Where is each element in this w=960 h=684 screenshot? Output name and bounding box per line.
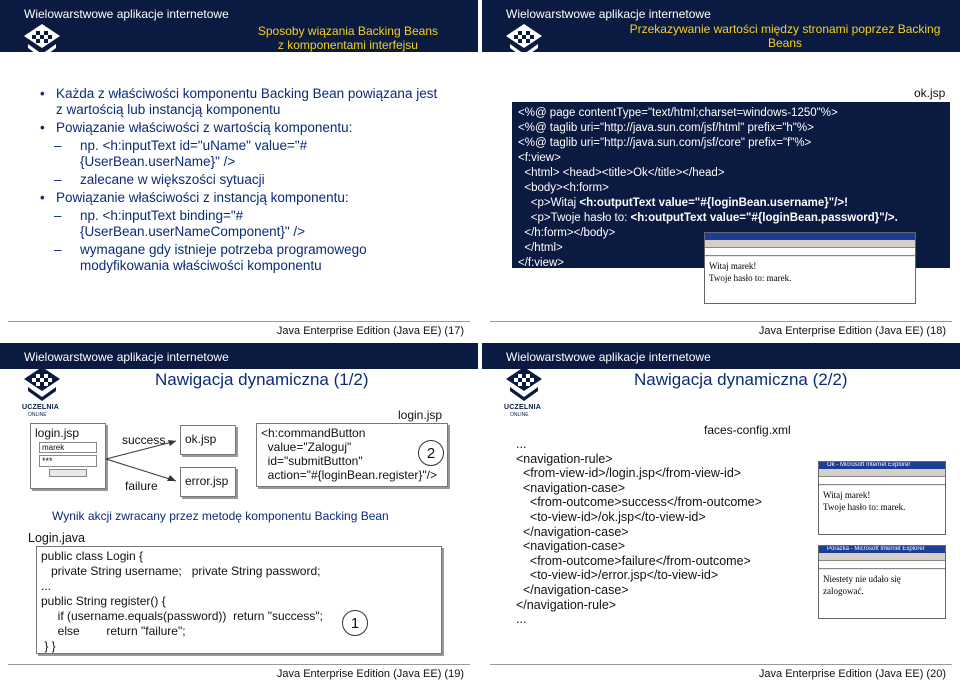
- code-line: ...: [516, 612, 527, 627]
- slide-title-line2: z komponentami interfejsu: [277, 38, 418, 52]
- browser-menu: [819, 469, 945, 477]
- login-submit-button: [49, 469, 87, 477]
- browser-body: [819, 570, 945, 618]
- code-line: ...: [516, 437, 527, 451]
- ok-browser-screenshot: [818, 461, 946, 535]
- app-name: Wielowarstwowe aplikacje internetowe: [506, 350, 711, 364]
- code-line: </f:view>: [518, 257, 565, 269]
- slide-footer: Java Enterprise Edition (Java EE) (18): [758, 325, 946, 337]
- code-line: </h:form></body>: [518, 227, 616, 239]
- uczelnia-logo-icon: [504, 22, 544, 74]
- login-page-box: [30, 423, 106, 489]
- bullet-item: – wymagane gdy istnieje potrzeba programowego modyfikowania właściwości komponentu: [54, 242, 440, 274]
- code-line: <to-view-id>/ok.jsp</to-view-id>: [516, 509, 706, 524]
- browser-menu: [705, 240, 915, 248]
- slide-17: [0, 0, 478, 340]
- slide-20: [482, 343, 960, 683]
- code-line: <to-view-id>/error.jsp</to-view-id>: [516, 568, 719, 583]
- browser-line1: Witaj marek!: [823, 490, 871, 500]
- code-line: } }: [41, 639, 56, 653]
- failure-browser-screenshot: [818, 545, 946, 619]
- browser-menu: [819, 553, 945, 561]
- ok-browser-title: Ok - Microsoft Internet Explorer: [819, 462, 945, 469]
- code-line: <%@ taglib uri="http://java.sun.com/jsf/core" prefix="f"%>: [518, 137, 812, 149]
- slide-title: [258, 24, 438, 52]
- uczelnia-logo-icon: [504, 365, 544, 417]
- logo-text: UCZELNIA: [504, 61, 541, 68]
- code-line: <html> <head><title>Ok</title></head>: [518, 167, 725, 179]
- bullet-list: [40, 86, 440, 276]
- failure-browser-title: Porażka - Microsoft Internet Explorer: [819, 546, 945, 553]
- footer-divider: [8, 664, 470, 665]
- step-2-marker: 2: [418, 440, 444, 466]
- logo-subtext: ONLINE: [510, 69, 529, 75]
- slide-header: [482, 0, 960, 52]
- code-line: <navigation-rule>: [516, 451, 613, 466]
- browser-line2: Twoje hasło to: marek.: [709, 273, 792, 283]
- slide-19: [0, 343, 478, 683]
- code-line: ...: [41, 579, 52, 593]
- code-line: <body><h:form>: [518, 182, 609, 194]
- slide-title-line1: Sposoby wiązania Backing Beans: [257, 24, 438, 38]
- code-line: if (username.equals(password)) return "success";: [41, 609, 323, 623]
- slide-title: Przekazywanie wartości między stronami poprzez Backing Beans: [629, 22, 941, 50]
- code-line: private String username; private String password;: [41, 564, 321, 578]
- slide-header: [0, 0, 478, 52]
- login-password-field: ***: [39, 455, 97, 467]
- code-line: </navigation-rule>: [516, 597, 617, 612]
- slide-18: [482, 0, 960, 340]
- code-top-label: login.jsp: [398, 408, 443, 422]
- browser-screenshot: [704, 232, 916, 304]
- failure-label: failure: [125, 479, 158, 493]
- code-line: </navigation-case>: [516, 524, 629, 539]
- browser-titlebar: [705, 233, 915, 240]
- code-line: <p>Witaj <h:outputText value="#{loginBean.username}"/>!: [518, 197, 848, 209]
- code-line: <f:view>: [518, 152, 561, 164]
- logo-subtext: ONLINE: [28, 69, 47, 75]
- slide-header: [482, 343, 960, 369]
- ok-page-box: ok.jsp: [180, 425, 236, 455]
- code-line: else return "failure";: [41, 624, 186, 638]
- logo-text: UCZELNIA: [22, 61, 59, 68]
- browser-body: [819, 486, 945, 534]
- code-line: action="#{loginBean.register}"/>: [261, 468, 437, 482]
- error-page-box: error.jsp: [180, 467, 236, 497]
- app-name: Wielowarstwowe aplikacje internetowe: [506, 7, 711, 21]
- footer-divider: [490, 321, 952, 322]
- browser-line1: Witaj marek!: [709, 261, 757, 271]
- code-file-label: ok.jsp: [914, 86, 946, 100]
- config-file-label: faces-config.xml: [704, 423, 791, 437]
- code-line: <from-outcome>success</from-outcome>: [516, 495, 762, 510]
- result-caption: Wynik akcji zwracany przez metodę komponentu Backing Bean: [52, 509, 389, 523]
- code-line: <from-view-id>/login.jsp</from-view-id>: [516, 466, 742, 481]
- footer-divider: [8, 321, 470, 322]
- bullet-item: – np. <h:inputText binding="#{UserBean.userNameComponent}" />: [54, 208, 440, 240]
- login-page-label: login.jsp: [35, 426, 80, 440]
- logo-text: UCZELNIA: [22, 404, 59, 411]
- footer-divider: [490, 664, 952, 665]
- code-line: value="Zaloguj": [261, 440, 352, 454]
- faces-config-code: [516, 437, 762, 627]
- code-line: public class Login {: [41, 549, 144, 563]
- code-line: <h:commandButton: [261, 426, 366, 440]
- slide-footer: Java Enterprise Edition (Java EE) (20): [758, 668, 946, 680]
- browser-line1: Niestety nie udało się zalogować.: [823, 574, 901, 596]
- code-line: <navigation-case>: [516, 539, 626, 554]
- bullet-item: • Powiązanie właściwości z instancją komponentu:: [40, 190, 440, 206]
- slide-footer: Java Enterprise Edition (Java EE) (19): [276, 668, 464, 680]
- uczelnia-logo-icon: [22, 22, 62, 74]
- bullet-item: • Powiązanie właściwości z wartością komponentu:: [40, 120, 440, 136]
- browser-address: [705, 248, 915, 256]
- browser-line2: Twoje hasło to: marek.: [823, 502, 906, 512]
- code-line: </navigation-case>: [516, 582, 629, 597]
- app-name: Wielowarstwowe aplikacje internetowe: [24, 350, 229, 364]
- logo-subtext: ONLINE: [28, 412, 47, 418]
- slide-title: Nawigacja dynamiczna (2/2): [634, 370, 848, 389]
- bullet-item: – np. <h:inputText id="uName" value="#{UserBean.userName}" />: [54, 138, 440, 170]
- success-label: success: [122, 433, 166, 447]
- bullet-item: – zalecane w większości sytuacji: [54, 172, 440, 188]
- login-java-code: [36, 546, 442, 654]
- slide-header: [0, 343, 478, 369]
- logo-text: UCZELNIA: [504, 404, 541, 411]
- browser-address: [819, 477, 945, 485]
- code-line: <%@ taglib uri="http://java.sun.com/jsf/html" prefix="h"%>: [518, 122, 814, 134]
- code-line: </html>: [518, 242, 563, 254]
- slide-title: Nawigacja dynamiczna (1/2): [155, 370, 369, 389]
- code-line: <%@ page contentType="text/html;charset=windows-1250"%>: [518, 107, 838, 119]
- app-name: Wielowarstwowe aplikacje internetowe: [24, 7, 229, 21]
- code-line: <p>Twoje hasło to: <h:outputText value="#{loginBean.password}"/>.: [518, 212, 898, 224]
- browser-address: [819, 561, 945, 569]
- slide-footer: Java Enterprise Edition (Java EE) (17): [276, 325, 464, 337]
- bullet-item: • Każda z właściwości komponentu Backing Bean powiązana jest z wartością lub instancją komponentu: [40, 86, 440, 118]
- login-username-field: marek: [39, 442, 97, 453]
- uczelnia-logo-icon: [22, 365, 62, 417]
- code-line: id="submitButton": [261, 454, 363, 468]
- step-1-marker: 1: [342, 610, 368, 636]
- java-file-label: Login.java: [28, 531, 85, 545]
- browser-body: [705, 257, 915, 303]
- code-line: <from-outcome>failure</from-outcome>: [516, 553, 751, 568]
- logo-subtext: ONLINE: [510, 412, 529, 418]
- code-line: <navigation-case>: [516, 480, 626, 495]
- code-line: public String register() {: [41, 594, 166, 608]
